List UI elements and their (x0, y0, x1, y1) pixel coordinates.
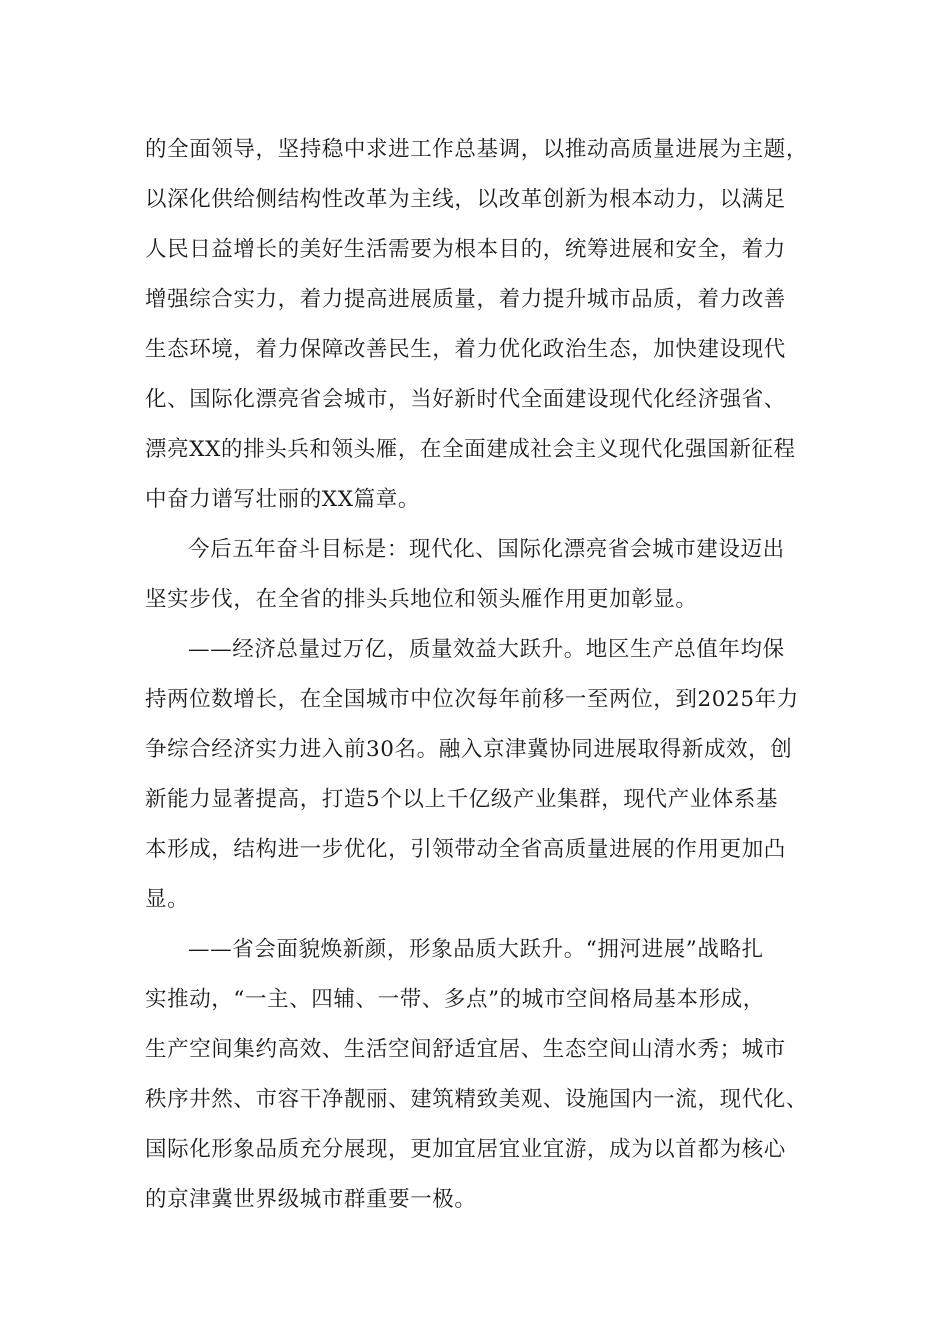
text-line: ——经济总量过万亿，质量效益大跃升。地区生产总值年均保 (188, 637, 785, 662)
text-line: 国际化形象品质充分展现，更加宜居宜业宜游，成为以首都为核心 (145, 1137, 786, 1162)
text-line: 秩序井然、市容干净靓丽、建筑精致美观、设施国内一流，现代化、 (145, 1087, 809, 1112)
text-line: 漂亮XX的排头兵和领头雁，在全面建成社会主义现代化强国新征程 (145, 437, 796, 462)
text-line: 生态环境，着力保障改善民生，着力优化政治生态，加快建设现代 (145, 337, 786, 362)
text-line: 争综合经济实力进入前30名。融入京津冀协同进展取得新成效，创 (145, 737, 793, 762)
text-line: 今后五年奋斗目标是：现代化、国际化漂亮省会城市建设迈出 (188, 537, 785, 562)
text-line: 的京津冀世界级城市群重要一极。 (145, 1187, 477, 1212)
text-line: 化、国际化漂亮省会城市，当好新时代全面建设现代化经济强省、 (145, 387, 786, 412)
text-line: 人民日益增长的美好生活需要为根本目的，统筹进展和安全，着力 (145, 237, 786, 262)
text-line: ——省会面貌焕新颜，形象品质大跃升。“拥河进展”战略扎 (188, 937, 764, 962)
text-line: 生产空间集约高效、生活空间舒适宜居、生态空间山清水秀；城市 (145, 1037, 786, 1062)
text-line: 的全面领导，坚持稳中求进工作总基调，以推动高质量进展为主题， (145, 137, 809, 162)
text-line: 显。 (145, 887, 190, 912)
text-line: 持两位数增长，在全国城市中位次每年前移一至两位，到2025年力 (145, 687, 799, 712)
text-line: 实推动，“一主、四辅、一带、多点”的城市空间格局基本形成， (145, 987, 765, 1012)
text-line: 坚实步伐，在全省的排头兵地位和领头雁作用更加彰显。 (145, 587, 698, 612)
text-line: 以深化供给侧结构性改革为主线，以改革创新为根本动力，以满足 (145, 187, 786, 212)
text-line: 新能力显著提高，打造5个以上千亿级产业集群，现代产业体系基 (145, 787, 779, 812)
text-line: 增强综合实力，着力提高进展质量，着力提升城市品质，着力改善 (145, 287, 786, 312)
text-line: 本形成，结构进一步优化，引领带动全省高质量进展的作用更加凸 (145, 837, 786, 862)
text-line: 中奋力谱写壮丽的XX篇章。 (145, 487, 420, 512)
